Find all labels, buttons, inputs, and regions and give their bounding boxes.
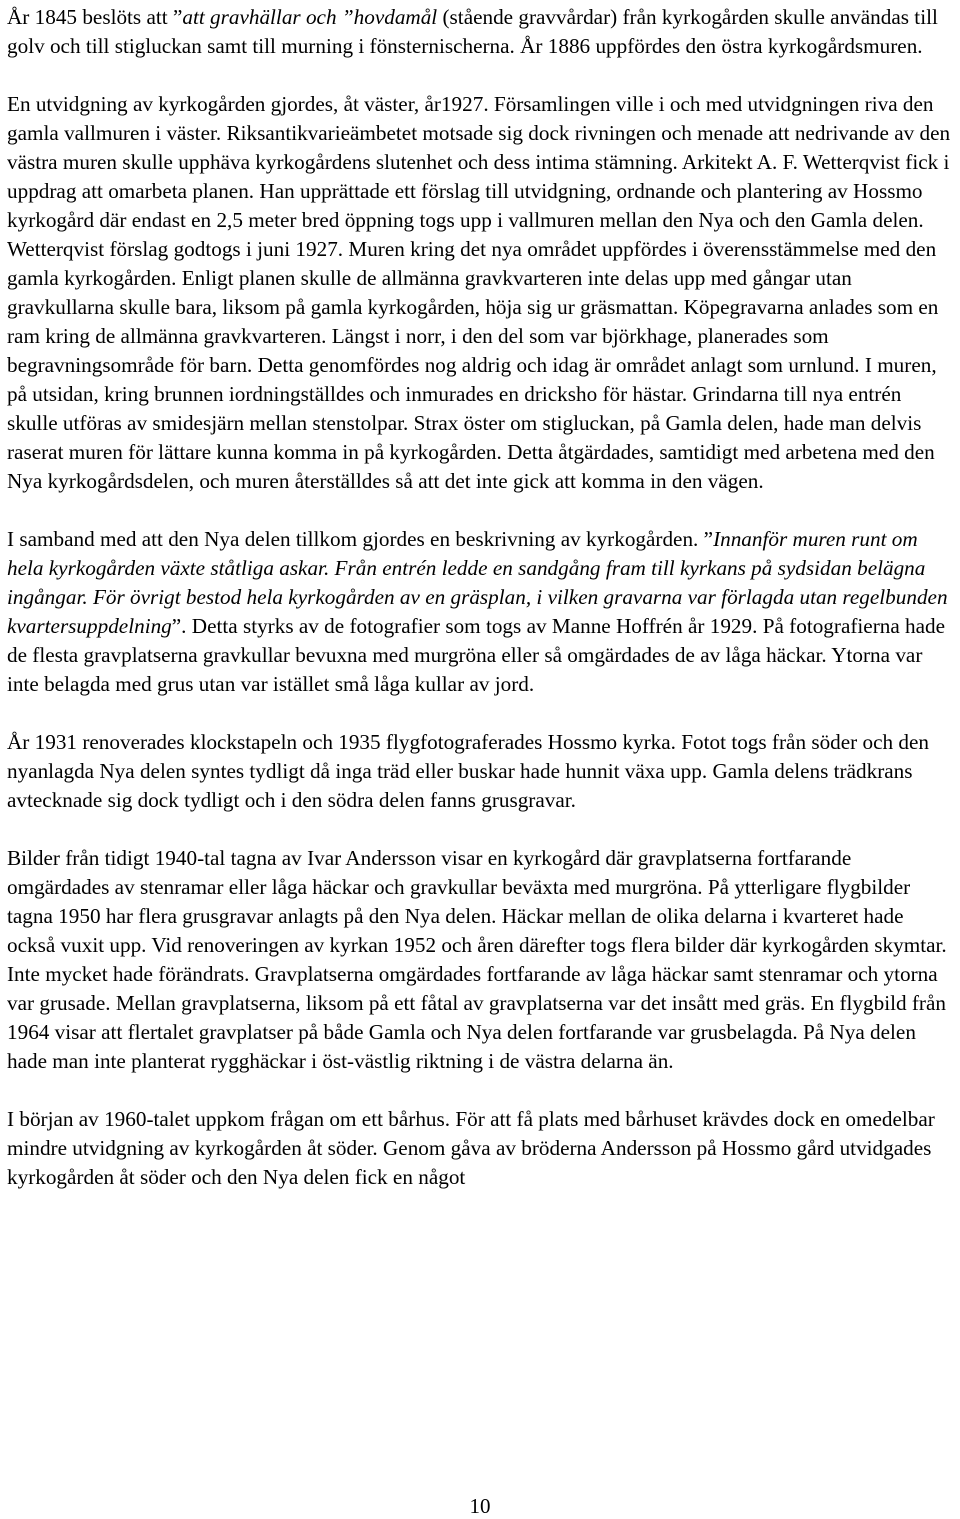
page-number: 10 bbox=[469, 1494, 491, 1518]
paragraph-3-lead: I samband med att den Nya delen tillkom gjordes en beskrivning av kyrkogården. ” bbox=[7, 527, 714, 551]
paragraph-1-quote: att gravhällar och ”hovdamål bbox=[182, 5, 438, 29]
paragraph-1-rest: (stående gravvårdar) från kyrkogården skulle användas till golv och till stigluckan samt till murning i fönsternischerna. År 1886 uppfördes den östra kyrkogårdsmuren. bbox=[7, 5, 938, 58]
paragraph-3-rest: ”. Detta styrks av de fotografier som togs av Manne Hoffrén år 1929. På fotografierna hade de flesta gravplatserna gravkullar bevuxna med murgröna eller så omgärdades de av låga häckar. Ytorna var inte belagda med grus utan var istället små låga kullar av jord. bbox=[7, 614, 946, 696]
paragraph-5: Bilder från tidigt 1940-tal tagna av Ivar Andersson visar en kyrkogård där gravplatserna fortfarande omgärdades av stenramar eller låga häckar och gravkullar beväxta med murgröna. På ytterligare flygbilder tagna 1950 har flera grusgravar anlagts på den Nya delen. Häckar mellan de olika delarna i kvarteret hade också vuxit upp. Vid renoveringen av kyrkan 1952 och åren därefter togs flera bilder där kyrkogården skymtar. Inte mycket hade förändrats. Gravplatserna omgärdades fortfarande av låga häckar samt stenramar och ytorna var grusade. Mellan gravplatserna, liksom på ett fåtal av gravplatserna var det insått med gräs. En flygbild från 1964 visar att flertalet gravplatser på både Gamla och Nya delen fortfarande var grusbelagda. På Nya delen hade man inte planterat rygghäckar i öst-västlig riktning i de västra delarna än. bbox=[7, 846, 947, 1073]
body-text bbox=[7, 3, 955, 1192]
paragraph-1-lead: År 1845 beslöts att ” bbox=[7, 5, 183, 29]
paragraph-3-quote: Innanför muren runt om hela kyrkogården växte ståtliga askar. Från entrén ledde en sandgång fram till kyrkans på sydsidan belägna ingångar. För övrigt bestod hela kyrkogården av en gräsplan, i vilken gravarna var förlagda utan regelbunden kvartersuppdelning bbox=[7, 527, 948, 638]
paragraph-3 bbox=[7, 525, 955, 699]
paragraph-6: I början av 1960-talet uppkom frågan om ett bårhus. För att få plats med bårhuset krävdes dock en omedelbar mindre utvidgning av kyrkogården åt söder. Genom gåva av bröderna Andersson på Hossmo gård utvidgades kyrkogården åt söder och den Nya delen fick en något bbox=[7, 1107, 935, 1189]
paragraph-4: År 1931 renoverades klockstapeln och 1935 flygfotograferades Hossmo kyrka. Fotot togs från söder och den nyanlagda Nya delen syntes tydligt då inga träd eller buskar hade hunnit växa upp. Gamla delens trädkrans avtecknade sig dock tydligt och i den södra delen fanns grusgravar. bbox=[7, 730, 930, 812]
paragraph-2: En utvidgning av kyrkogården gjordes, åt väster, år1927. Församlingen ville i och med utvidgningen riva den gamla vallmuren i väster. Riksantikvarieämbetet motsade sig dock rivningen och menade att nedrivande av den västra muren skulle upphäva kyrkogårdens slutenhet och dess intima stämning. Arkitekt A. F. Wetterqvist fick i uppdrag att omarbeta planen. Han upprättade ett förslag till utvidgning, ordnande och plantering av Hossmo kyrkogård där endast en 2,5 meter bred öppning togs upp i vallmuren mellan den Nya och den Gamla delen. Wetterqvist förslag godtogs i juni 1927. Muren kring det nya området uppfördes i överensstämmelse med den gamla kyrkogården. Enligt planen skulle de allmänna gravkvarteren inte delas upp med gångar utan gravkullarna skulle bara, liksom på gamla kyrkogården, höja sig ur gräsmattan. Köpegravarna anlades som en ram kring de allmänna gravkvarteren. Längst i norr, i den del som var björkhage, planerades som begravningsområde för barn. Detta genomfördes nog aldrig och idag är området anlagt som urnlund. I muren, på utsidan, kring brunnen iordningställdes och inmurades en dricksho för hästar. Grindarna till nya entrén skulle utföras av smidesjärn mellan stenstolpar. Strax öster om stigluckan, på Gamla delen, hade man delvis raserat muren för lättare kunna komma in på kyrkogården. Detta åtgärdades, samtidigt med arbetena med den Nya kyrkogårdsdelen, och muren återställdes så att det inte gick att komma in den vägen. bbox=[7, 92, 951, 493]
paragraph-1 bbox=[7, 3, 955, 61]
